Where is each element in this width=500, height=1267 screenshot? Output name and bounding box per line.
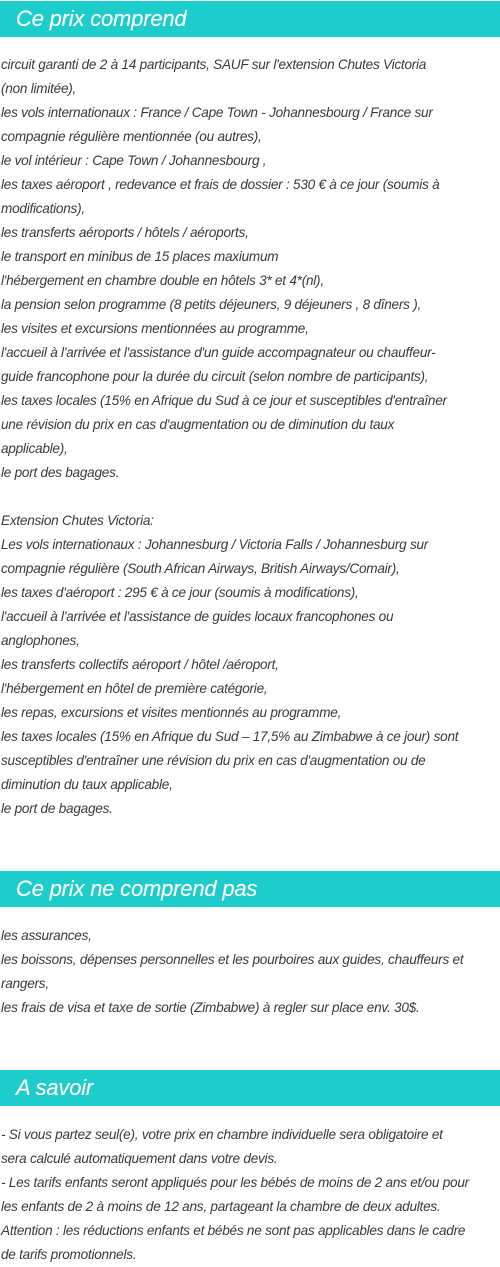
section-header-included: Ce prix comprend (0, 1, 500, 37)
text-line: susceptibles d'entraîner une révision du prix en cas d'augmentation ou de (1, 753, 426, 768)
text-line: - Si vous partez seul(e), votre prix en chambre individuelle sera obligatoire et (1, 1127, 443, 1142)
text-line: l'hébergement en chambre double en hôtels 3* et 4*(nl), (1, 273, 324, 288)
text-line: les taxes aéroport , redevance et frais de dossier : 530 € à ce jour (soumis à (1, 177, 440, 192)
text-line: le port des bagages. (1, 465, 120, 480)
text-line: le transport en minibus de 15 places maxiumum (1, 249, 279, 264)
text-line: de tarifs promotionnels. (1, 1247, 137, 1262)
text-line: les boissons, dépenses personnelles et les pourboires aux guides, chauffeurs et (1, 952, 464, 967)
section-body-not-included (0, 924, 500, 1020)
text-line: compagnie régulière mentionnée (ou autres), (1, 129, 262, 144)
text-line: Attention : les réductions enfants et bébés ne sont pas applicables dans le cadre (1, 1223, 466, 1238)
text-line: sera calculé automatiquement dans votre devis. (1, 1151, 278, 1166)
text-line: diminution du taux applicable, (1, 777, 173, 792)
text-line: (non limitée), (1, 81, 77, 96)
section-body-good-to-know (0, 1123, 500, 1267)
text-line: guide francophone pour la durée du circuit (selon nombre de participants), (1, 369, 429, 384)
text-line: applicable), (1, 441, 68, 456)
text-line: les transferts collectifs aéroport / hôtel /aéroport, (1, 657, 279, 672)
section-header-good-to-know: A savoir (0, 1070, 500, 1106)
text-line: les transferts aéroports / hôtels / aéroports, (1, 225, 249, 240)
text-line: circuit garanti de 2 à 14 participants, SAUF sur l'extension Chutes Victoria (1, 57, 427, 72)
text-line: compagnie régulière (South African Airways, British Airways/Comair), (1, 561, 400, 576)
text-line: une révision du prix en cas d'augmentation ou de diminution du taux (1, 417, 395, 432)
section-header-not-included: Ce prix ne comprend pas (0, 871, 500, 907)
text-line: le port de bagages. (1, 801, 113, 816)
text-line: anglophones, (1, 633, 80, 648)
text-line: les vols internationaux : France / Cape Town - Johannesbourg / France sur (1, 105, 433, 120)
text-line: les visites et excursions mentionnées au programme, (1, 321, 309, 336)
paragraph-gap (1, 485, 498, 509)
text-line: le vol intérieur : Cape Town / Johannesbourg , (1, 153, 267, 168)
text-line: la pension selon programme (8 petits déjeuners, 9 déjeuners , 8 dîners ), (1, 297, 422, 312)
text-line: - Les tarifs enfants seront appliqués pour les bébés de moins de 2 ans et/ou pour (1, 1175, 469, 1190)
text-line: les taxes locales (15% en Afrique du Sud – 17,5% au Zimbabwe à ce jour) sont (1, 729, 459, 744)
text-line: l'hébergement en hôtel de première catégorie, (1, 681, 268, 696)
text-line: les taxes locales (15% en Afrique du Sud à ce jour et susceptibles d'entraîner (1, 393, 447, 408)
text-line: l'accueil à l'arrivée et l'assistance d'un guide accompagnateur ou chauffeur- (1, 345, 436, 360)
text-line: les frais de visa et taxe de sortie (Zimbabwe) à regler sur place env. 30$. (1, 1000, 420, 1015)
text-line: rangers, (1, 976, 49, 991)
text-line: les taxes d'aéroport : 295 € à ce jour (soumis à modifications), (1, 585, 359, 600)
section-body-included (0, 53, 500, 821)
text-line: modifications), (1, 201, 85, 216)
text-line: les enfants de 2 à moins de 12 ans, partageant la chambre de deux adultes. (1, 1199, 441, 1214)
text-line: les repas, excursions et visites mentionnés au programme, (1, 705, 342, 720)
text-line: l'accueil à l'arrivée et l'assistance de guides locaux francophones ou (1, 609, 394, 624)
text-line: Les vols internationaux : Johannesburg / Victoria Falls / Johannesburg sur (1, 537, 429, 552)
text-line: les assurances, (1, 928, 92, 943)
text-line: Extension Chutes Victoria: (1, 513, 154, 528)
